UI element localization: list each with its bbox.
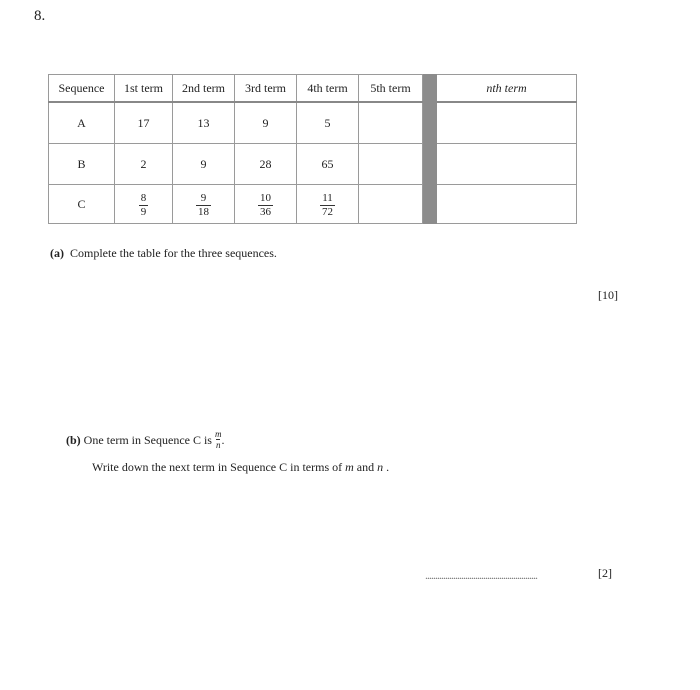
fraction-denominator: 36 [260,206,271,218]
row-c-5th-term-cell[interactable] [359,185,423,224]
header-nth-term: nth term [437,75,577,103]
row-a-term-4: 5 [297,102,359,144]
fraction [196,193,211,218]
part-b-marks: [2] [598,566,612,580]
row-a-name: A [49,102,115,144]
row-a-term-3: 9 [235,102,297,144]
row-b-term-2: 9 [173,144,235,185]
row-c-term-2 [173,185,235,224]
fraction-numerator: 10 [260,192,271,204]
fraction-denominator: 18 [198,206,209,218]
fraction-denominator: 72 [322,206,333,218]
table-row [49,102,577,144]
part-b-instruction: Write down the next term in Sequence C in terms of m and n . [92,460,390,474]
table-header-row [49,75,577,103]
var-m: m [345,460,354,474]
row-b-term-3: 28 [235,144,297,185]
header-sequence: Sequence [49,75,115,103]
shaded-cell [423,185,437,224]
row-b-term-1: 2 [115,144,173,185]
part-b-statement: (b) One term in Sequence C is $\frac{m}{n}$ . [66,429,225,450]
header-1st-term: 1st term [115,75,173,103]
table-row [49,144,577,185]
part-b-text: One term in Sequence C is [83,432,212,447]
part-b-label: (b) [66,432,81,447]
row-a-5th-term-cell[interactable] [359,102,423,144]
header-4th-term: 4th term [297,75,359,103]
fraction-numerator: 8 [140,192,147,204]
row-a-term-2: 13 [173,102,235,144]
question-number: 8. [34,8,46,24]
row-a-nth-term-cell[interactable] [437,102,577,144]
row-c-name: C [49,185,115,224]
row-a-term-1: 17 [115,102,173,144]
row-c-term-1 [115,185,173,224]
part-a-label: (a) [50,246,64,260]
header-2nd-term: 2nd term [173,75,235,103]
conj-and: and [356,460,375,474]
fraction [320,193,335,218]
shaded-cell [423,144,437,185]
row-b-name: B [49,144,115,185]
fraction [139,193,149,218]
fraction-numerator: 11 [322,192,333,204]
sequence-table [48,74,577,224]
fraction-numerator: m [214,429,222,439]
table-row [49,185,577,224]
part-a-marks: [10] [598,288,618,302]
shaded-cell [423,102,437,144]
var-n: n [377,460,384,474]
fraction-denominator: 9 [140,206,147,218]
row-c-term-3 [235,185,297,224]
fraction-denominator: n [215,440,221,450]
header-3rd-term: 3rd term [235,75,297,103]
part-b-instruction-text: Write down the next term in Sequence C in terms of [92,460,343,474]
row-b-nth-term-cell[interactable] [437,144,577,185]
part-a-text: Complete the table for the three sequences. [70,246,277,260]
answer-line[interactable]: ........................................................ [425,568,537,582]
part-a-instruction [50,246,277,261]
row-b-term-4: 65 [297,144,359,185]
shaded-column [423,75,437,103]
row-b-5th-term-cell[interactable] [359,144,423,185]
fraction [258,193,273,218]
row-c-nth-term-cell[interactable] [437,185,577,224]
header-5th-term: 5th term [359,75,423,103]
row-c-term-4 [297,185,359,224]
fraction-numerator: 9 [200,192,207,204]
